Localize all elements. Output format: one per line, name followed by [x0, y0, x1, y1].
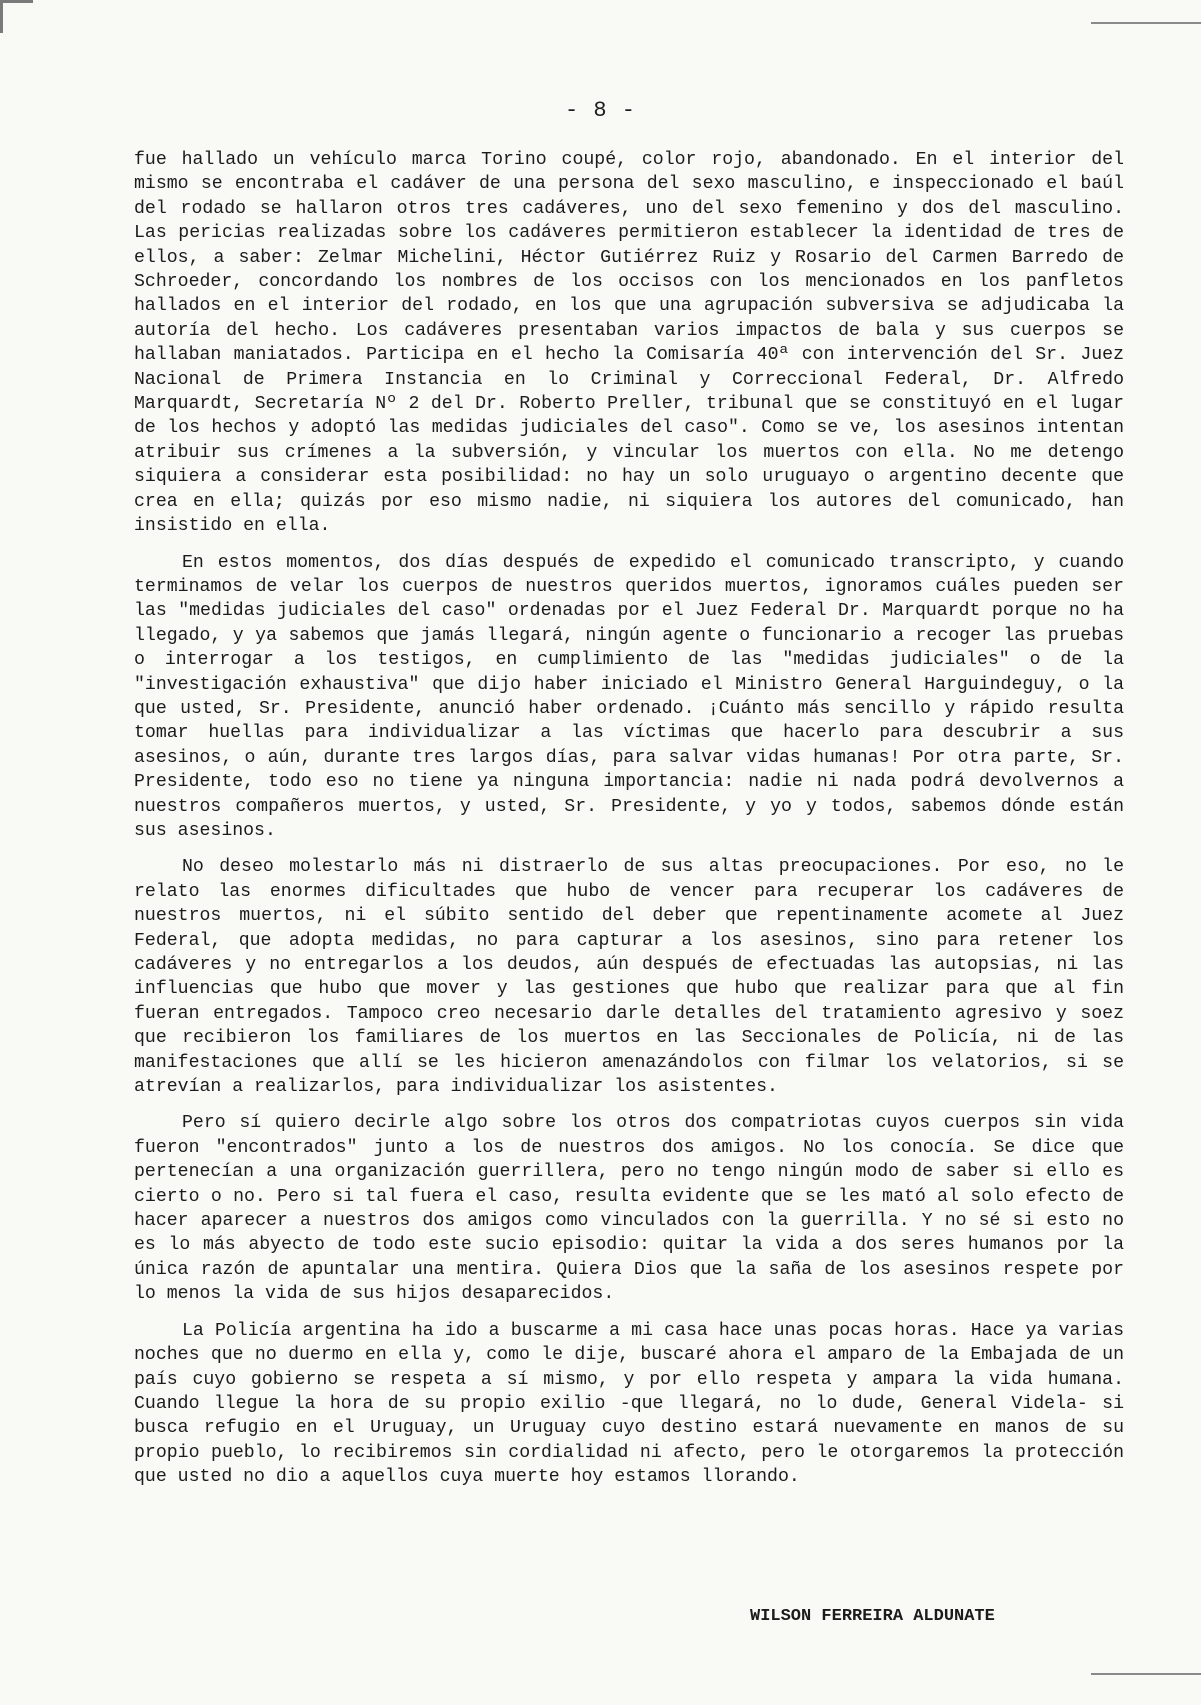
- letter-body: [134, 148, 1124, 1490]
- signature-name: WILSON FERREIRA ALDUNATE: [750, 1607, 995, 1626]
- scan-edge-line-top: [1091, 22, 1201, 24]
- paragraph-3: No deseo molestarlo más ni distraerlo de sus altas preocupaciones. Por eso, no le relato las enormes dificultades que hubo de vencer para recuperar los cadáveres de nuestros muertos, ni el súbito sentido del deber que repentinamente acomete al Juez Federal, que adopta medidas, no para capturar a los asesinos, sino para retener los cadáveres y no entregarlos a los deudos, aún después de efectuadas las autopsias, ni las influencias que hubo que mover y las gestiones que hubo que realizar para que al fin fueran entregados. Tampoco creo necesario darle detalles del tratamiento agresivo y soez que recibieron los familiares de los muertos en las Seccionales de Policía, ni de las manifestaciones que allí se les hicieron amenazándolos con filmar los velatorios, si se atrevían a realizarlos, para individualizar los asistentes.: [134, 857, 1124, 1098]
- scan-corner-mark: [0, 0, 33, 33]
- paragraph-5: La Policía argentina ha ido a buscarme a mi casa hace unas pocas horas. Hace ya varias noches que no duermo en ella y, como le dije, buscaré ahora el amparo de la Embajada de un país cuyo gobierno se respeta a sí mismo, y por ello respeta y ampara la vida humana. Cuando llegue la hora de su propio exilio -que llegará, no lo dude, General Videla- si busca refugio en el Uruguay, un Uruguay cuyo destino estará nuevamente en manos de su propio pueblo, lo recibiremos sin cordialidad ni afecto, pero le otorgaremos la protección que usted no dio a aquellos cuya muerte hoy estamos llorando.: [134, 1320, 1124, 1488]
- page-number: - 8 -: [564, 98, 636, 123]
- scan-edge-line-bottom: [1091, 1673, 1201, 1675]
- paragraph-1: fue hallado un vehículo marca Torino coupé, color rojo, abandonado. En el interior del mismo se encontraba el cadáver de una persona del sexo masculino, e inspeccionado el baúl del rodado se hallaron otros tres cadáveres, uno del sexo femenino y dos del masculino. Las pericias realizadas sobre los cadáveres permitieron establecer la identidad de tres de ellos, a saber: Zelmar Michelini, Héctor Gutiérrez Ruiz y Rosario del Carmen Barredo de Schroeder, concordando los nombres de los occisos con los mencionados en los panfletos hallados en el interior del rodado, en los que una agrupación subversiva se adjudicaba la autoría del hecho. Los cadáveres presentaban varios impactos de bala y sus cuerpos se hallaban maniatados. Participa en el hecho la Comisaría 40ª con intervención del Sr. Juez Nacional de Primera Instancia en lo Criminal y Correccional Federal, Dr. Alfredo Marquardt, Secretaría Nº 2 del Dr. Roberto Preller, tribunal que se constituyó en el lugar de los hechos y adoptó las medidas judiciales del caso". Como se ve, los asesinos intentan atribuir sus crímenes a la subversión, y vincular los muertos con ella. No me detengo siquiera a considerar esta posibilidad: no hay un solo uruguayo o argentino decente que crea en ella; quizás por eso mismo nadie, ni siquiera los autores del comunicado, han insistido en ella.: [134, 150, 1124, 537]
- paragraph-2: En estos momentos, dos días después de expedido el comunicado transcripto, y cuando terminamos de velar los cuerpos de nuestros queridos muertos, ignoramos cuáles pueden ser las "medidas judiciales del caso" ordenadas por el Juez Federal Dr. Marquardt porque no ha llegado, y ya sabemos que jamás llegará, ningún agente o funcionario a recoger las pruebas o interrogar a los testigos, en cumplimiento de las "medidas judiciales" o de la "investigación exhaustiva" que dijo haber iniciado el Ministro General Harguindeguy, o la que usted, Sr. Presidente, anunció haber ordenado. ¡Cuánto más sencillo y rápido resulta tomar huellas para individualizar a las víctimas que hacerlo para descubrir a sus asesinos, o aún, durante tres largos días, para salvar vidas humanas! Por otra parte, Sr. Presidente, todo eso no tiene ya ninguna importancia: nadie ni nada podrá devolvernos a nuestros compañeros muertos, y usted, Sr. Presidente, y yo y todos, sabemos dónde están sus asesinos.: [134, 552, 1124, 841]
- paragraph-4: Pero sí quiero decirle algo sobre los otros dos compatriotas cuyos cuerpos sin vida fueron "encontrados" junto a los de nuestros dos amigos. No los conocía. Se dice que pertenecían a una organización guerrillera, pero no tengo ningún modo de saber si ello es cierto o no. Pero si tal fuera el caso, resulta evidente que se les mató al solo efecto de hacer aparecer a nuestros dos amigos como vinculados con la guerrilla. Y no sé si esto no es lo más abyecto de todo este sucio episodio: quitar la vida a dos seres humanos por la única razón de apuntalar una mentira. Quiera Dios que la saña de los asesinos respete por lo menos la vida de sus hijos desaparecidos.: [134, 1113, 1124, 1305]
